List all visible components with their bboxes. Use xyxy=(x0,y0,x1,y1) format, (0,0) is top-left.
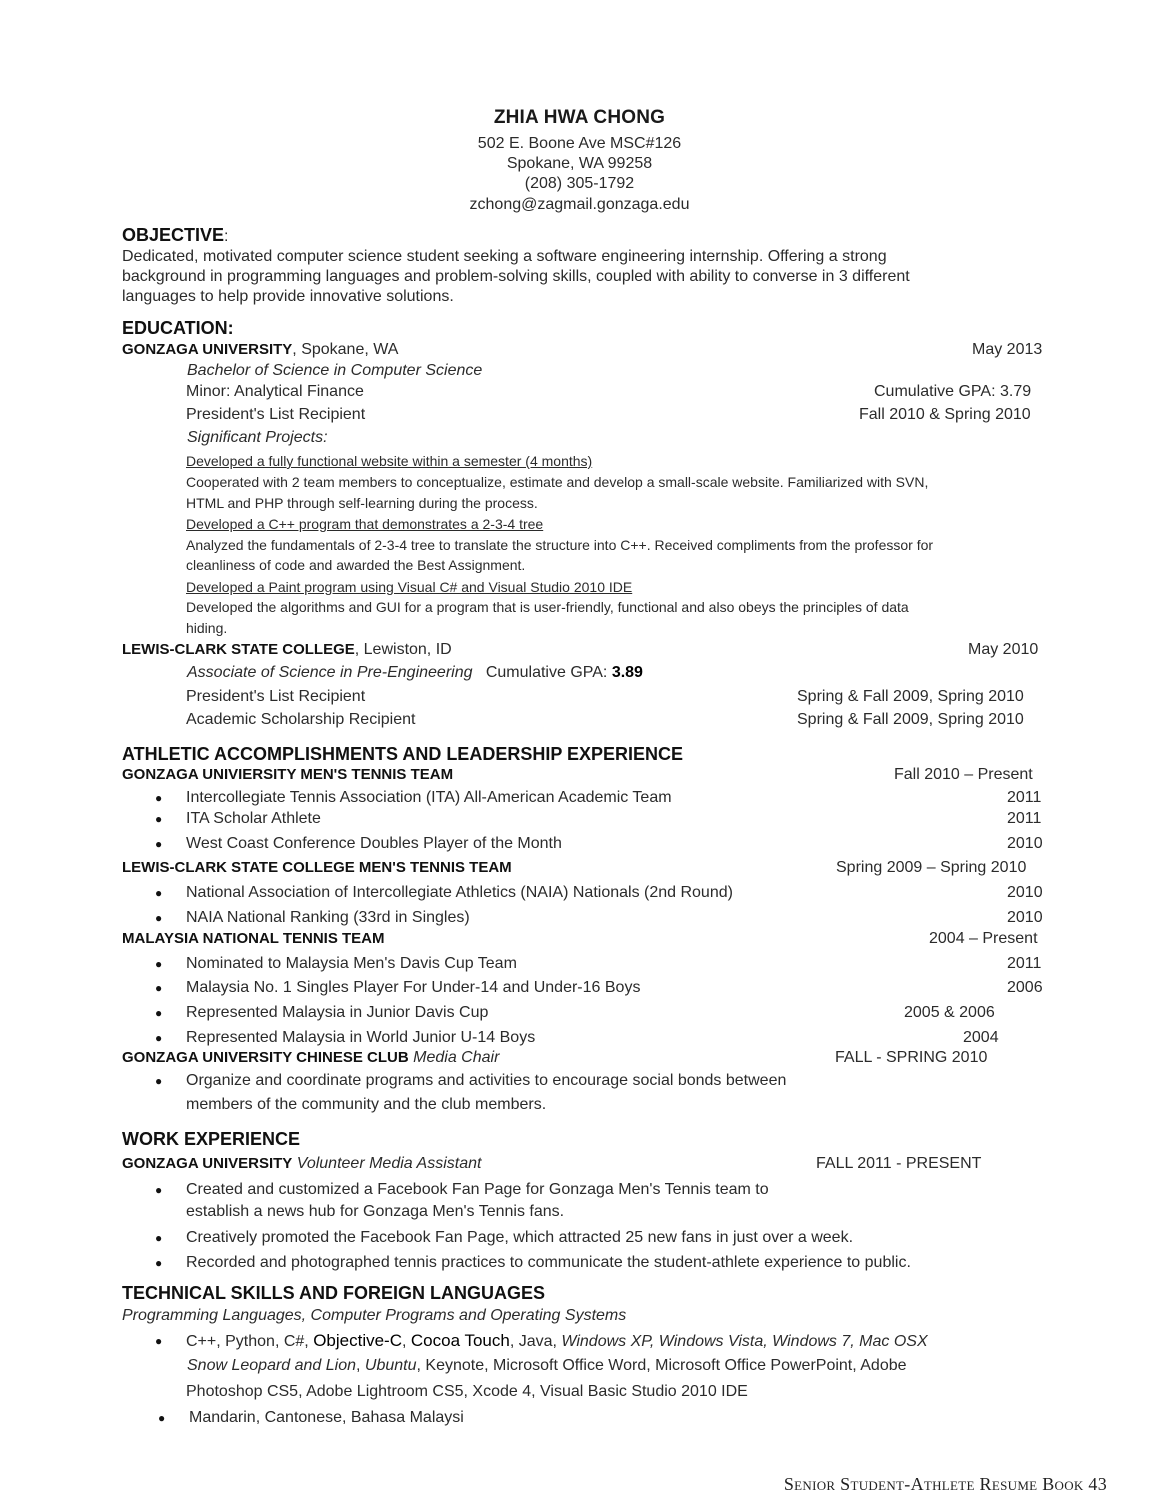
achievement-item: West Coast Conference Doubles Player of the Month xyxy=(186,835,562,852)
objective-line: languages to help provide innovative solutions. xyxy=(122,288,454,305)
achievement-year: 2005 & 2006 xyxy=(904,1004,995,1021)
chinese-club-date: FALL - SPRING 2010 xyxy=(835,1049,988,1066)
bullet-icon: ● xyxy=(155,1231,163,1245)
projects-label: Significant Projects: xyxy=(187,429,328,446)
gonzaga-school: GONZAGA UNIVERSITY, Spokane, WA xyxy=(122,341,399,358)
lcsc-team-date: Spring 2009 – Spring 2010 xyxy=(836,859,1027,876)
lcsc-presidents-list: President's List Recipient xyxy=(186,688,366,705)
gonzaga-team-date: Fall 2010 – Present xyxy=(894,766,1033,783)
lcsc-team-title: LEWIS-CLARK STATE COLLEGE MEN'S TENNIS TEAM xyxy=(122,859,512,876)
work-heading: WORK EXPERIENCE xyxy=(122,1129,301,1149)
project-description: Cooperated with 2 team members to conceptualize, estimate and develop a small-scale website. Familiarized with SVN, xyxy=(186,474,929,490)
bullet-icon: ● xyxy=(155,1006,163,1020)
objective-heading: OBJECTIVE: xyxy=(122,225,229,245)
education-heading: EDUCATION: xyxy=(122,318,234,338)
gonzaga-presidents-date: Fall 2010 & Spring 2010 xyxy=(859,406,1031,423)
skills-line-1: C++, Python, C#, Objective-C, Cocoa Touch, Java, Windows XP, Windows Vista, Windows 7, Mac OSX xyxy=(186,1331,928,1350)
bullet-icon: ● xyxy=(155,911,163,925)
achievement-item: Represented Malaysia in Junior Davis Cup xyxy=(186,1004,489,1021)
work-item: establish a news hub for Gonzaga Men's Tennis fans. xyxy=(186,1203,565,1220)
achievement-year: 2011 xyxy=(1007,955,1042,972)
objective-line: background in programming languages and problem-solving skills, coupled with ability to converse in 3 different xyxy=(122,268,910,285)
address-line-2: Spokane, WA 99258 xyxy=(506,155,653,172)
bullet-icon: ● xyxy=(155,1031,163,1045)
chinese-club-title: GONZAGA UNIVERSITY CHINESE CLUB Media Chair xyxy=(122,1049,500,1066)
project-description: cleanliness of code and awarded the Best Assignment. xyxy=(186,557,526,573)
skills-subheading: Programming Languages, Computer Programs and Operating Systems xyxy=(122,1307,627,1324)
lcsc-scholarship: Academic Scholarship Recipient xyxy=(186,711,416,728)
objective-line: Dedicated, motivated computer science student seeking a software engineering internship. Offering a strong xyxy=(122,248,887,265)
lcsc-presidents-date: Spring & Fall 2009, Spring 2010 xyxy=(797,688,1024,705)
bullet-icon: ● xyxy=(155,791,163,805)
achievement-item: ITA Scholar Athlete xyxy=(186,810,321,827)
skills-heading: TECHNICAL SKILLS AND FOREIGN LANGUAGES xyxy=(122,1283,546,1303)
bullet-icon: ● xyxy=(155,981,163,995)
bullet-icon: ● xyxy=(155,1256,163,1270)
project-title: Developed a fully functional website within a semester (4 months) xyxy=(186,453,593,469)
achievement-year: 2006 xyxy=(1007,979,1043,996)
malaysia-team-title: MALAYSIA NATIONAL TENNIS TEAM xyxy=(122,930,385,947)
bullet-icon: ● xyxy=(155,1074,163,1088)
lcsc-degree-line: Associate of Science in Pre-Engineering Cumulative GPA: 3.89 xyxy=(187,664,643,681)
bullet-icon: ● xyxy=(155,886,163,900)
bullet-icon: ● xyxy=(158,1411,166,1425)
email-address: zchong@zagmail.gonzaga.edu xyxy=(469,196,690,213)
achievement-year: 2010 xyxy=(1007,884,1043,901)
project-title: Developed a Paint program using Visual C# and Visual Studio 2010 IDE xyxy=(186,579,633,595)
bullet-icon: ● xyxy=(155,812,163,826)
gonzaga-degree: Bachelor of Science in Computer Science xyxy=(187,362,483,379)
project-description: HTML and PHP through self-learning during the process. xyxy=(186,495,538,511)
work-item: Recorded and photographed tennis practices to communicate the student-athlete experience to public. xyxy=(186,1254,911,1271)
achievement-year: 2010 xyxy=(1007,835,1043,852)
athletic-heading: ATHLETIC ACCOMPLISHMENTS AND LEADERSHIP EXPERIENCE xyxy=(122,744,684,764)
club-description: members of the community and the club members. xyxy=(186,1096,547,1113)
lcsc-date: May 2010 xyxy=(968,641,1039,658)
project-description: hiding. xyxy=(186,620,228,636)
skills-line-2: Snow Leopard and Lion, Ubuntu, Keynote, Microsoft Office Word, Microsoft Office PowerPoint, Adobe xyxy=(187,1357,907,1374)
candidate-name: ZHIA HWA CHONG xyxy=(493,107,666,128)
skills-line-3: Photoshop CS5, Adobe Lightroom CS5, Xcode 4, Visual Basic Studio 2010 IDE xyxy=(186,1383,748,1400)
work-item: Creatively promoted the Facebook Fan Page, which attracted 25 new fans in just over a week. xyxy=(186,1229,854,1246)
achievement-year: 2004 xyxy=(963,1029,999,1046)
achievement-item: Malaysia No. 1 Singles Player For Under-14 and Under-16 Boys xyxy=(186,979,641,996)
club-description: Organize and coordinate programs and activities to encourage social bonds between xyxy=(186,1072,787,1089)
achievement-item: National Association of Intercollegiate Athletics (NAIA) Nationals (2nd Round) xyxy=(186,884,733,901)
bullet-icon: ● xyxy=(155,957,163,971)
project-description: Analyzed the fundamentals of 2-3-4 tree to translate the structure into C++. Received compliments from the professor for xyxy=(186,537,934,553)
bullet-icon: ● xyxy=(155,837,163,851)
achievement-year: 2011 xyxy=(1007,810,1042,827)
work-org: GONZAGA UNIVERSITY Volunteer Media Assistant xyxy=(122,1155,482,1172)
gonzaga-team-title: GONZAGA UNIVIERSITY MEN'S TENNIS TEAM xyxy=(122,766,454,783)
bullet-icon: ● xyxy=(155,1334,163,1348)
project-title: Developed a C++ program that demonstrates a 2-3-4 tree xyxy=(186,516,544,532)
work-date: FALL 2011 - PRESENT xyxy=(816,1155,982,1172)
achievement-year: 2011 xyxy=(1007,789,1042,806)
lcsc-scholarship-date: Spring & Fall 2009, Spring 2010 xyxy=(797,711,1024,728)
gonzaga-presidents-list: President's List Recipient xyxy=(186,406,366,423)
achievement-item: NAIA National Ranking (33rd in Singles) xyxy=(186,909,470,926)
phone-number: (208) 305-1792 xyxy=(524,175,635,192)
gonzaga-gpa: Cumulative GPA: 3.79 xyxy=(874,383,1032,400)
achievement-item: Represented Malaysia in World Junior U-14 Boys xyxy=(186,1029,536,1046)
gonzaga-date: May 2013 xyxy=(972,341,1043,358)
languages-line: Mandarin, Cantonese, Bahasa Malaysi xyxy=(189,1409,464,1426)
achievement-year: 2010 xyxy=(1007,909,1043,926)
malaysia-team-date: 2004 – Present xyxy=(929,930,1038,947)
achievement-item: Nominated to Malaysia Men's Davis Cup Team xyxy=(186,955,517,972)
page-footer: Senior Student-Athlete Resume Book 43 xyxy=(783,1474,1107,1494)
work-item: Created and customized a Facebook Fan Page for Gonzaga Men's Tennis team to xyxy=(186,1181,769,1198)
gonzaga-minor: Minor: Analytical Finance xyxy=(186,383,364,400)
lcsc-school: LEWIS-CLARK STATE COLLEGE, Lewiston, ID xyxy=(122,641,452,658)
bullet-icon: ● xyxy=(155,1183,163,1197)
address-line-1: 502 E. Boone Ave MSC#126 xyxy=(477,135,682,152)
project-description: Developed the algorithms and GUI for a program that is user-friendly, functional and also obeys the principles of data xyxy=(186,599,909,615)
achievement-item: Intercollegiate Tennis Association (ITA) All-American Academic Team xyxy=(186,789,672,806)
